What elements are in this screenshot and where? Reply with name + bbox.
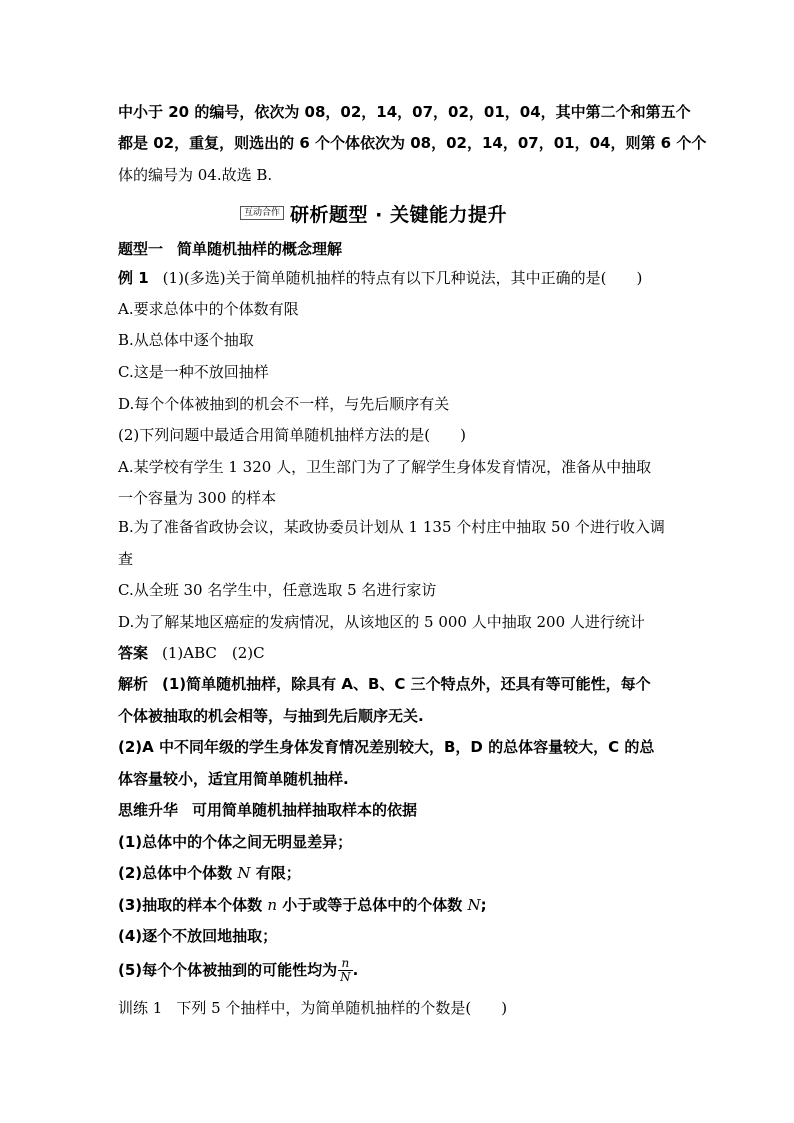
q2-option-b-line-2: 查 bbox=[118, 550, 134, 568]
variable-N: N bbox=[467, 896, 481, 914]
thinking-item-3-pre: (3)抽取的样本个体数 bbox=[118, 896, 268, 914]
thinking-item-4: (4)逐个不放回地抽取； bbox=[118, 927, 278, 945]
thinking-label: 思维升华 bbox=[118, 801, 179, 819]
thinking-title: 可用简单随机抽样抽取样本的依据 bbox=[192, 801, 418, 819]
training1-label: 训练 1 bbox=[118, 999, 163, 1017]
example1-q2-stem: (2)下列问题中最适合用简单随机抽样方法的是( ) bbox=[118, 426, 466, 444]
fraction-numerator: n bbox=[341, 956, 350, 970]
fraction-n-over-N bbox=[338, 957, 353, 984]
section-header bbox=[240, 200, 507, 226]
thinking-item-3 bbox=[118, 895, 682, 915]
thinking-item-5-post: . bbox=[352, 961, 359, 979]
section-badge: 互动合作 bbox=[240, 206, 284, 220]
thinking-item-3-mid: 小于或等于总体中的个体数 bbox=[277, 896, 468, 914]
thinking-item-5 bbox=[118, 953, 682, 987]
thinking-item-3-post: ; bbox=[480, 896, 487, 914]
analysis-p1-line-2: 个体被抽取的机会相等，与抽到先后顺序无关. bbox=[118, 707, 424, 725]
q1-option-d: D.每个个体被抽到的机会不一样，与先后顺序有关 bbox=[118, 395, 450, 413]
example1-q1-stem bbox=[118, 268, 682, 288]
q2-option-a-line-2: 一个容量为 300 的样本 bbox=[118, 489, 277, 507]
q2-option-b-line-1: B.为了准备省政协会议，某政协委员计划从 1 135 个村庄中抽取 50 个进行收入调 bbox=[118, 518, 665, 536]
analysis-p2-line-1: (2)A 中不同年级的学生身体发育情况差别较大，B，D 的总体容量较大，C 的总 bbox=[118, 738, 655, 756]
example1-q1-text: (1)(多选)关于简单随机抽样的特点有以下几种说法，其中正确的是( ) bbox=[162, 269, 643, 287]
thinking-item-2-pre: (2)总体中个体数 bbox=[118, 864, 238, 882]
q2-option-d: D.为了解某地区癌症的发病情况，从该地区的 5 000 人中抽取 200 人进行统计 bbox=[118, 613, 645, 631]
analysis-label: 解析 bbox=[118, 675, 149, 693]
type1-label: 题型一 bbox=[118, 240, 164, 258]
answer-label: 答案 bbox=[118, 644, 149, 662]
fraction-denominator: N bbox=[340, 970, 351, 984]
analysis-line-1 bbox=[118, 674, 682, 694]
section-title: 研析题型 · 关键能力提升 bbox=[290, 203, 507, 226]
training1-text: 下列 5 个抽样中，为简单随机抽样的个数是( ) bbox=[176, 999, 508, 1017]
q2-option-a-line-1: A.某学校有学生 1 320 人，卫生部门为了了解学生身体发育情况，准备从中抽取 bbox=[118, 458, 652, 476]
q1-option-c: C.这是一种不放回抽样 bbox=[118, 363, 269, 381]
thinking-heading bbox=[118, 800, 682, 820]
q1-option-b: B.从总体中逐个抽取 bbox=[118, 331, 254, 349]
q2-option-c: C.从全班 30 名学生中，任意选取 5 名进行家访 bbox=[118, 581, 437, 599]
thinking-item-2-post: 有限； bbox=[250, 864, 301, 882]
thinking-item-2 bbox=[118, 863, 682, 883]
training1-line bbox=[118, 998, 682, 1018]
type1-heading bbox=[118, 239, 682, 259]
variable-N: N bbox=[237, 864, 251, 882]
type1-title: 简单随机抽样的概念理解 bbox=[177, 240, 343, 258]
continuation-line-2: 都是 02，重复，则选出的 6 个个体依次为 08，02，14，07，01，04，则第 6 个个 bbox=[118, 134, 707, 152]
continuation-line-1: 中小于 20 的编号，依次为 08，02，14，07，02，01，04，其中第二个和第五个 bbox=[118, 103, 691, 121]
answer-line bbox=[118, 643, 682, 663]
analysis-p1-line-1: (1)简单随机抽样，除具有 A、B、C 三个特点外，还具有等可能性，每个 bbox=[162, 675, 651, 693]
analysis-p2-line-2: 体容量较小，适宜用简单随机抽样. bbox=[118, 770, 349, 788]
q1-option-a: A.要求总体中的个体数有限 bbox=[118, 300, 299, 318]
continuation-line-3: 体的编号为 04.故选 B. bbox=[118, 166, 273, 184]
answer-text: (1)ABC (2)C bbox=[162, 644, 265, 662]
variable-n: n bbox=[267, 896, 278, 914]
thinking-item-1: (1)总体中的个体之间无明显差异； bbox=[118, 833, 353, 851]
thinking-item-5-pre: (5)每个个体被抽到的可能性均为 bbox=[118, 961, 338, 979]
example1-label: 例 1 bbox=[118, 269, 149, 287]
